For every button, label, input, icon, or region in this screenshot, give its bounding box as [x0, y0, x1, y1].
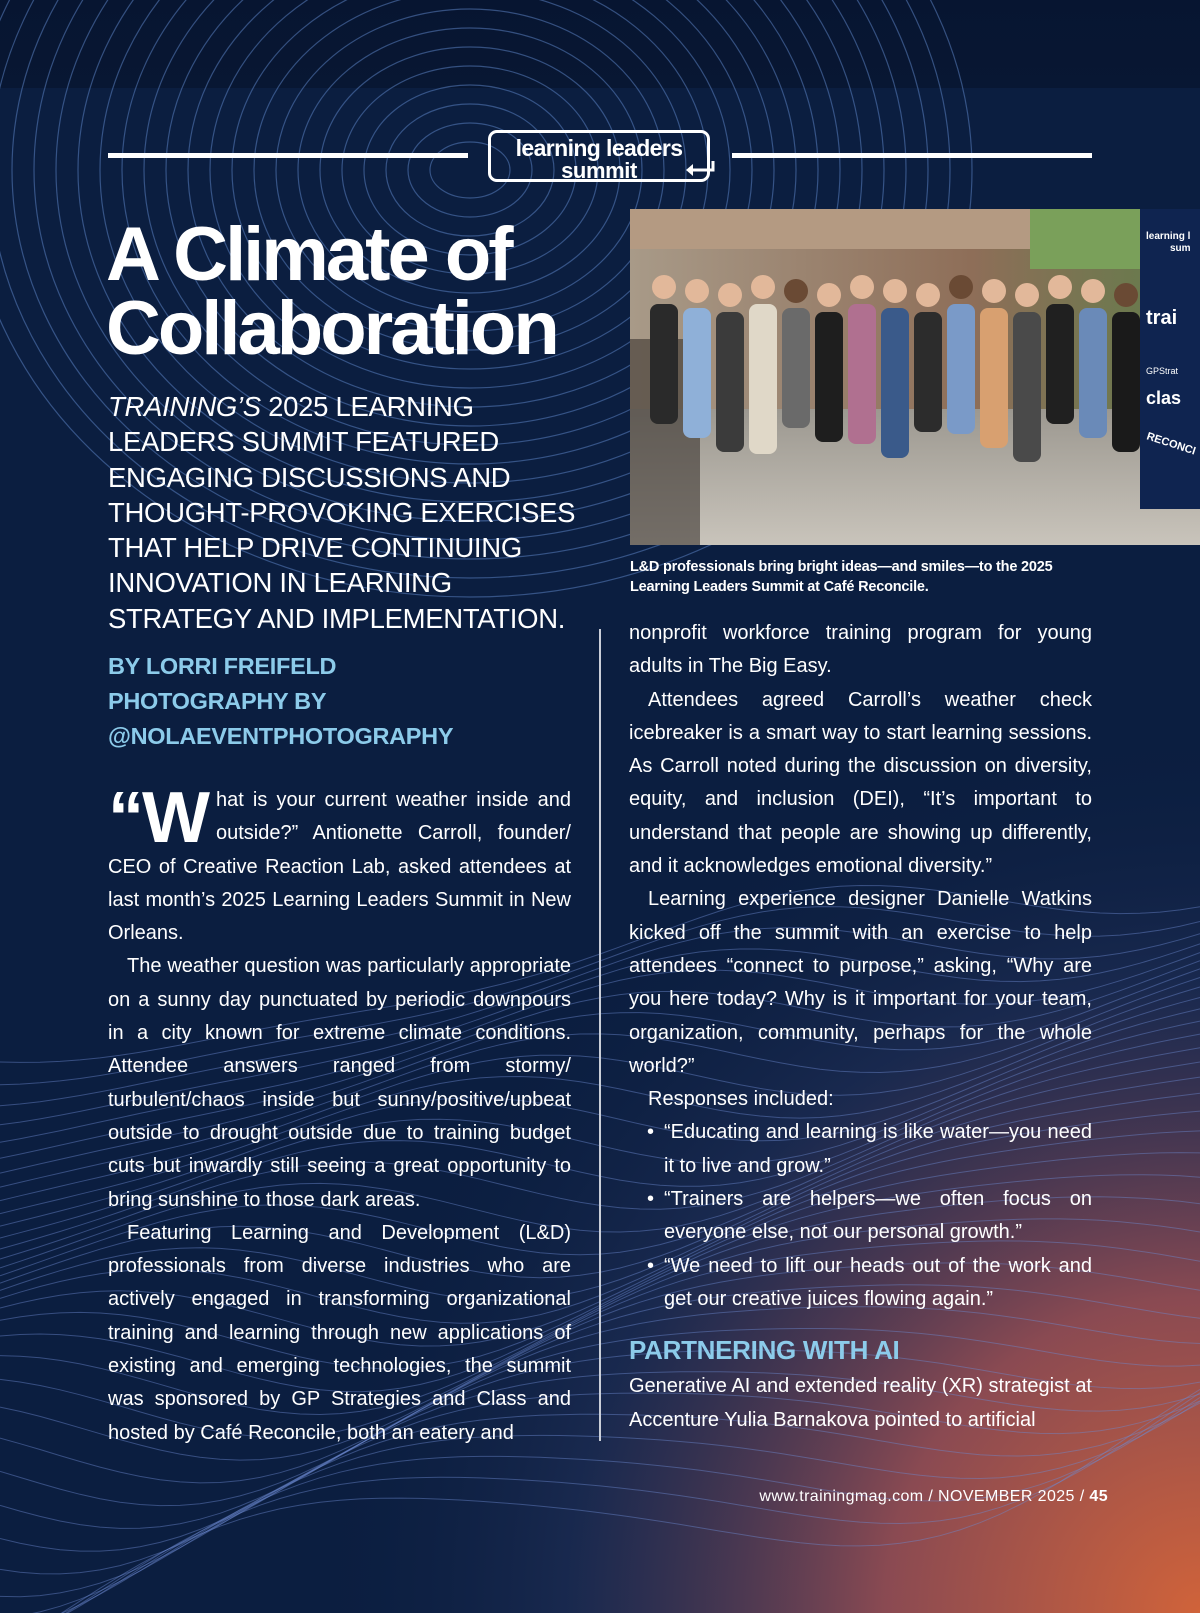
paragraph-8: Generative AI and extended reality (XR) strategist at Accenture Yulia Barnakova pointed to artificial [629, 1375, 1092, 1431]
drop-cap: “W [108, 778, 208, 858]
section-subhead: PARTNERING WITH AI [629, 1335, 900, 1366]
bullet-icon: • [647, 1188, 655, 1211]
paragraph-2: The weather question was particularly appropriate on a sunny day punctuated by periodic downpours in a city known for extreme climate conditions. Attendee answers ranged from stormy/ turbulent/chaos inside but sunny/positive/upbeat outside to drought outside due to training budget cuts but inwardly still seeing a great opportunity to bring sunshine to those dark areas. [108, 955, 571, 1211]
banner-text-4: GPStrat [1146, 366, 1179, 376]
paragraph-3: Featuring Learning and Development (L&D) professionals from diverse industries who are actively engaged in transforming organizational training and learning through new applications of existing and emerging technologies, the summit was sponsored by GP Strategies and Class and hosted by Café Reconcile, both an eatery and [108, 1221, 571, 1444]
banner-text-1: learning l [1146, 231, 1191, 242]
header-rule-left [108, 153, 468, 158]
banner-text-5: clas [1146, 388, 1182, 408]
paragraph-7: Responses included: [648, 1088, 834, 1111]
list-item: • “We need to lift our heads out of the work and get our creative juices flowing again.” [629, 1250, 1092, 1317]
page-number: 45 [1089, 1488, 1108, 1505]
bullet-icon: • [647, 1121, 655, 1144]
title-line2: Collaboration [106, 286, 557, 371]
body-column-right [629, 617, 1092, 1437]
logo-line2: summit [561, 158, 637, 183]
group-photo-image [630, 209, 1200, 545]
deck-italic: TRAINING’S [108, 391, 261, 422]
byline-author: BY LORRI FREIFELD [108, 653, 337, 679]
byline-photo-label: PHOTOGRAPHY BY [108, 688, 327, 714]
byline [108, 649, 586, 754]
list-item: • “Trainers are helpers—we often focus on everyone else, not our personal growth.” [629, 1183, 1092, 1250]
paragraph-6: Learning experience designer Danielle Watkins kicked off the summit with an exercise to help attendees “connect to purpose,” asking, “Why are you here today? Why is it important for your team, organization, community, perhaps for the whole world?” [629, 888, 1092, 1077]
paragraph-4: nonprofit workforce training program for young adults in The Big Easy. [629, 622, 1092, 678]
column-divider [599, 629, 601, 1441]
group-photo [630, 209, 1200, 545]
title-line1: A Climate of [106, 212, 511, 297]
body-column-left [108, 778, 571, 1450]
header-rule-right [732, 153, 1092, 158]
banner-text-6: RECONCI [1145, 430, 1198, 458]
responses-list [629, 1116, 1092, 1316]
deck-text: 2025 LEARNING LEADERS SUMMIT FEATURED ENGAGING DISCUSSIONS AND THOUGHT-PROVOKING EXERCISES THAT HELP DRIVE CONTINUING INNOVATION IN LEARNING STRATEGY AND IMPLEMENTATION. [108, 391, 576, 634]
bullet-icon: • [647, 1254, 655, 1277]
banner-text-3: trai [1146, 307, 1178, 329]
logo-line1: learning leaders [515, 135, 683, 161]
logo-arrow-icon [683, 159, 717, 177]
photo-caption: L&D professionals bring bright ideas—and smiles—to the 2025 Learning Leaders Summit at Café Reconcile. [630, 559, 1053, 595]
article-deck [108, 389, 586, 636]
paragraph-5: Attendees agreed Carroll’s weather check icebreaker is a smart way to start learning sessions. As Carroll noted during the discussion on diversity, equity, and inclusion (DEI), “It’s important to understand that people are showing up differently, and it acknowledges emotional diversity.” [629, 688, 1092, 878]
paragraph-1-text: hat is your current weather inside and outside?” Antionette Carroll, founder/ CEO of Creative Reaction Lab, asked attendees at last month’s 2025 Learning Leaders Summit in New Orleans. [108, 789, 571, 945]
banner-text-2: sum [1170, 243, 1191, 254]
summit-logo [488, 130, 710, 182]
paragraph-1 [108, 778, 571, 950]
footer-text: www.trainingmag.com / NOVEMBER 2025 / [759, 1488, 1090, 1505]
byline-photographer: @NOLAEVENTPHOTOGRAPHY [108, 723, 454, 749]
article-title [106, 212, 626, 371]
list-item: • “Educating and learning is like water—you need it to live and grow.” [629, 1116, 1092, 1183]
page-footer [759, 1488, 1108, 1506]
